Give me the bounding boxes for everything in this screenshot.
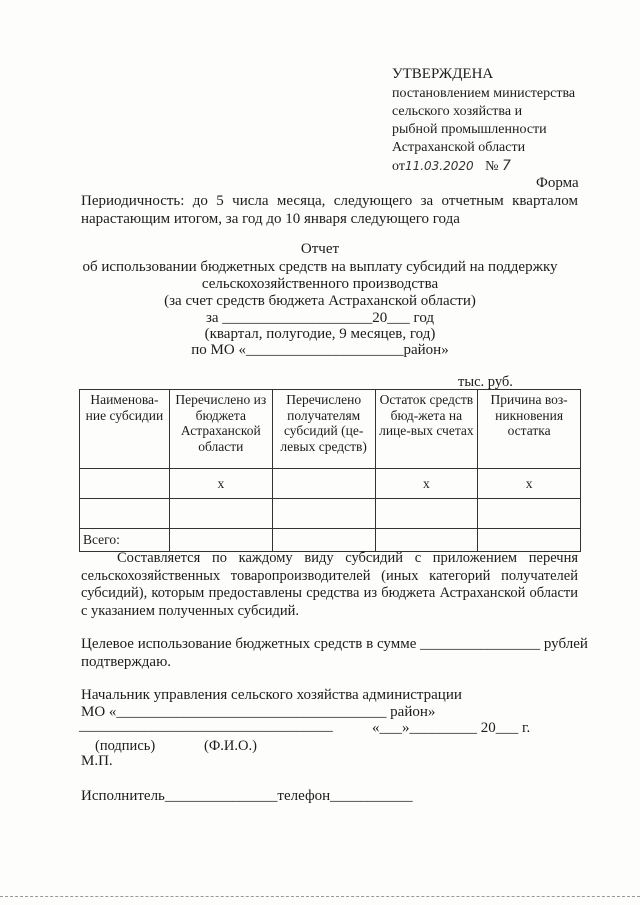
- table-row: [80, 469, 581, 499]
- table-cell[interactable]: [169, 529, 272, 552]
- table-cell[interactable]: [478, 529, 581, 552]
- approval-number-label: №: [485, 159, 499, 174]
- executor-line: Исполнитель_______________телефон___________: [81, 788, 413, 804]
- name-caption: (Ф.И.О.): [204, 738, 257, 754]
- total-label: Всего:: [80, 529, 170, 552]
- table-header-row: [80, 390, 581, 469]
- header-subsidy-name: Наименова-ние субсидии: [80, 390, 170, 469]
- table-cell[interactable]: [169, 499, 272, 529]
- units-label: тыс. руб.: [458, 374, 513, 390]
- report-period-hint: (квартал, полугодие, 9 месяцев, год): [204, 326, 436, 342]
- header-transferred-from-budget: Перечислено из бюджета Астраханской области: [169, 390, 272, 469]
- form-label: Форма: [536, 175, 579, 191]
- subsidy-table: [79, 389, 581, 552]
- header-remaining-balance: Остаток средств бюд-жета на лице-вых счетах: [375, 390, 478, 469]
- table-cell[interactable]: [375, 499, 478, 529]
- report-title: Отчет: [300, 241, 340, 257]
- table-cell[interactable]: x: [169, 469, 272, 499]
- table-cell[interactable]: [272, 529, 375, 552]
- signature-date-line: «___»_________ 20___ г.: [372, 720, 531, 736]
- approval-title: УТВЕРЖДЕНА: [392, 66, 494, 82]
- table-cell[interactable]: [80, 469, 170, 499]
- header-transferred-to-recipients: Перечислено получателям субсидий (це-левых средств): [272, 390, 375, 469]
- report-period-line: за ____________________20___ год: [205, 310, 435, 326]
- table-row: [80, 499, 581, 529]
- confirm-line-1: Целевое использование бюджетных средств в сумме ________________ рублей: [81, 636, 588, 652]
- stamp-label: М.П.: [81, 753, 113, 769]
- signature-caption: (подпись): [95, 738, 156, 754]
- head-title-line-2: МО «____________________________________ район»: [81, 704, 436, 720]
- periodicity-line-1: Периодичность: до 5 числа месяца, следующего за отчетным кварталом: [81, 193, 578, 209]
- head-title-line-1: Начальник управления сельского хозяйства администрации: [81, 687, 462, 703]
- report-subject-line-2: сельскохозяйственного производства: [201, 276, 439, 292]
- report-subject-line-1: об использовании бюджетных средств на выплату субсидий на поддержку: [82, 259, 558, 275]
- table-cell[interactable]: x: [375, 469, 478, 499]
- approval-line-2: сельского хозяйства и: [392, 104, 523, 119]
- note-paragraph: Составляется по каждому виду субсидий с приложением перечня сельскохозяйственных товаропроизводителей (иных категорий получателей субсидий), которым предоставлены средства из бюджета Астраханской области с указанием полученных субсидий.: [81, 550, 578, 619]
- approval-date-value: 11.03.2020: [404, 159, 474, 173]
- table-total-row: [80, 529, 581, 552]
- table-cell[interactable]: [80, 499, 170, 529]
- signature-blank-line: ___________________________________: [79, 718, 333, 734]
- report-mo-line: по МО «_____________________район»: [191, 342, 449, 358]
- table-cell[interactable]: [272, 499, 375, 529]
- approval-line-4: Астраханской области: [392, 140, 526, 155]
- approval-number-value: 7: [502, 158, 511, 174]
- scan-edge-divider: [0, 896, 640, 899]
- approval-line-1: постановлением министерства: [392, 86, 576, 101]
- table-cell[interactable]: [272, 469, 375, 499]
- table-cell[interactable]: [478, 499, 581, 529]
- header-balance-reason: Причина воз-никновения остатка: [478, 390, 581, 469]
- confirm-line-2: подтверждаю.: [81, 654, 172, 670]
- approval-line-3: рыбной промышленности: [392, 122, 547, 137]
- report-subject-line-3: (за счет средств бюджета Астраханской области): [164, 293, 476, 309]
- periodicity-line-2: нарастающим итогом, за год до 10 января следующего года: [81, 211, 460, 227]
- approval-date-prefix: от: [392, 159, 405, 174]
- table-cell[interactable]: x: [478, 469, 581, 499]
- table-cell[interactable]: [375, 529, 478, 552]
- approval-date-line: [392, 158, 511, 175]
